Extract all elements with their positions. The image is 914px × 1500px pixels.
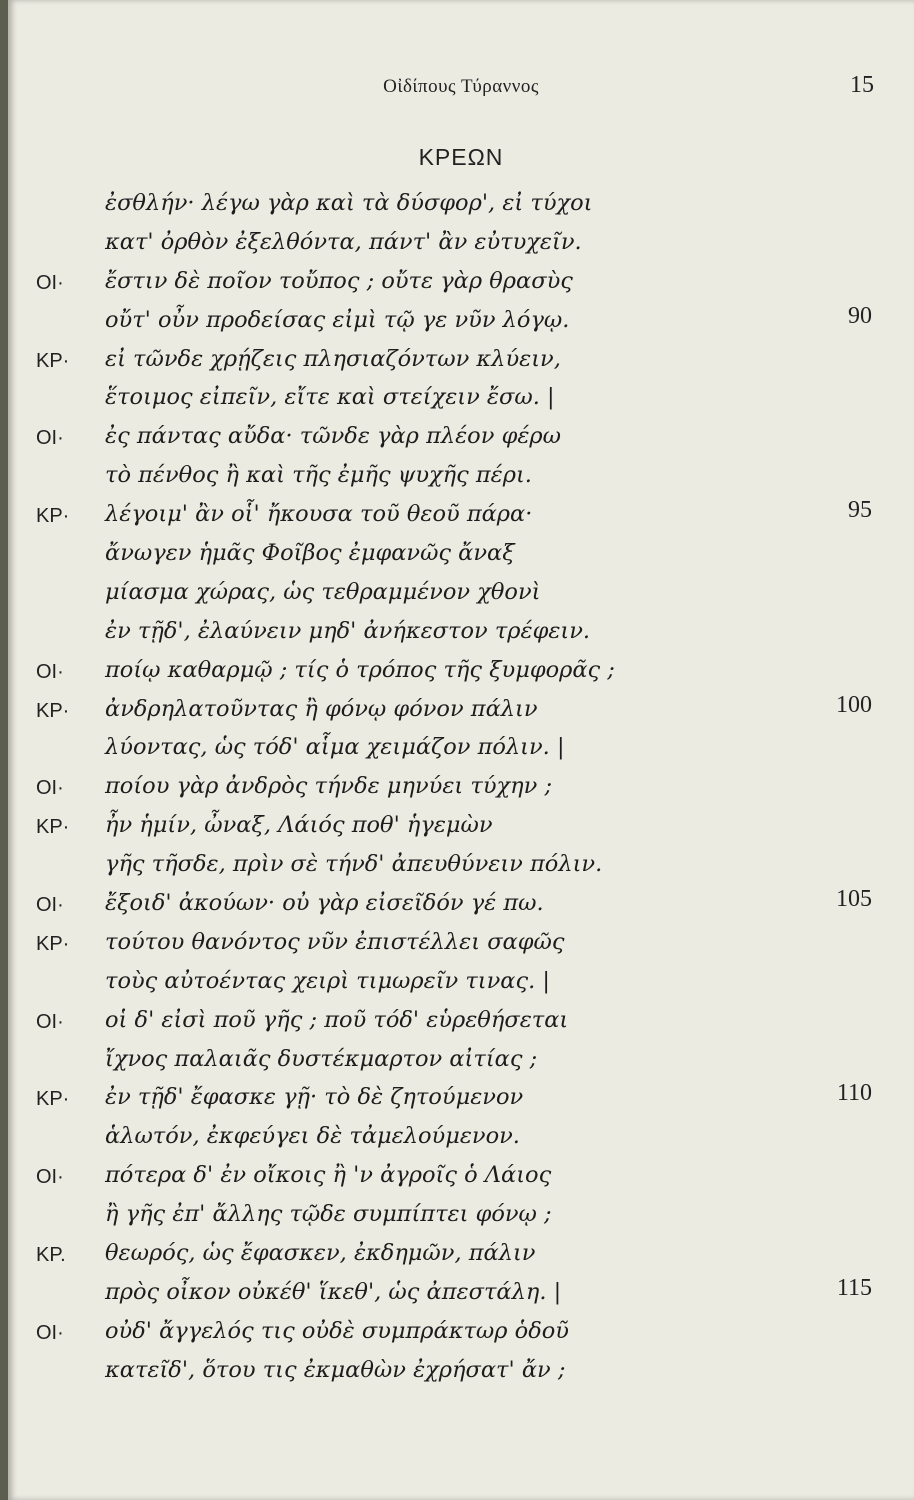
verse-line [8,229,914,268]
verse-line [8,190,914,229]
section-title: ΚΡΕΩΝ [418,144,504,170]
verse-line [8,968,914,1007]
speaker-label: ΟΙ· [36,894,64,917]
speaker-label: ΟΙ· [36,427,64,450]
speaker-label: ΟΙ· [36,660,64,683]
verse-text: κατεῖδ', ὅτου τις ἐκμαθὼν ἐχρήσατ' ἄν ; [105,1356,566,1383]
speaker-label: ΚΡ· [36,699,70,722]
verse-line [8,1046,914,1085]
verse-text: ἦν ἡμίν, ὦναξ, Λάιός ποθ' ἡγεμὼν [105,812,493,839]
verse-text: ἐν τῇδ', ἐλαύνειν μηδ' ἀνήκεστον τρέφειν. [105,617,591,644]
verse-text: τούτου θανόντος νῦν ἐπιστέλλει σαφῶς [105,928,565,955]
verse-line [8,812,914,851]
verse-line [8,1274,914,1318]
speaker-label: ΟΙ· [36,271,64,294]
verse-line [8,384,914,423]
verse-text: ἔξοιδ' ἀκούων· οὐ γὰρ εἰσεῖδόν γέ πω. [105,890,544,917]
running-title: Οἰδίπους Τύραννος [383,76,539,97]
verse-line [8,579,914,618]
verse-line [8,497,914,540]
speaker-label: ΚΡ· [36,1088,70,1111]
verse-text: οὔτ' οὖν προδείσας εἰμὶ τῷ γε νῦν λόγῳ. [105,306,570,333]
line-number: 90 [848,302,872,329]
verse-line [8,268,914,307]
verse-line [8,734,914,773]
verse-text: ἐς πάντας αὔδα· τῶνδε γὰρ πλέον φέρω [105,423,561,450]
verse-line [8,462,914,501]
speaker-label: ΟΙ· [36,1010,64,1033]
verse-line [8,302,914,346]
verse-line [8,540,914,579]
verse-text: οὐδ' ἄγγελός τις οὐδὲ συμπράκτωρ ὁδοῦ [105,1317,569,1344]
verse-text: εἰ τῶνδε χρῄζεις πλησιαζόντων κλύειν, [105,345,561,372]
verse-line [8,346,914,385]
verse-lines [8,190,914,1396]
verse-line [8,1240,914,1279]
verse-text: θεωρός, ὡς ἔφασκεν, ἐκδημῶν, πάλιν [105,1240,536,1267]
verse-text: ποίῳ καθαρμῷ ; τίς ὁ τρόπος τῆς ξυμφορᾶς ; [105,656,615,683]
verse-line [8,773,914,812]
verse-text: γῆς τῆσδε, πρὶν σὲ τήνδ' ἀπευθύνειν πόλιν. [105,851,603,878]
speaker-label: ΚΡ· [36,816,70,839]
verse-line [8,657,914,696]
speaker-label: ΚΡ· [36,505,70,528]
verse-text: ἔστιν δὲ ποῖον τοὔπος ; οὔτε γὰρ θρασὺς [105,267,573,294]
verse-line [8,851,914,890]
verse-text: ἀνδρηλατοῦντας ἢ φόνῳ φόνον πάλιν [105,695,538,722]
speaker-label: ΚΡ· [36,932,70,955]
line-number: 100 [836,691,872,718]
verse-text: λέγοιμ' ἂν οἷ' ἤκουσα τοῦ θεοῦ πάρα· [105,501,533,528]
verse-text: ἴχνος παλαιᾶς δυστέκμαρτον αἰτίας ; [105,1045,538,1072]
speaker-label: ΟΙ· [36,1321,64,1344]
verse-line [8,1318,914,1357]
verse-line [8,423,914,462]
verse-text: ἕτοιμος εἰπεῖν, εἴτε καὶ στείχειν ἔσω. | [105,384,555,411]
verse-line [8,1123,914,1162]
verse-line [8,1201,914,1240]
line-number: 105 [836,886,872,913]
speaker-label: ΚΡ. [36,1244,66,1267]
verse-text: πρὸς οἶκον οὐκέθ' ἵκεθ', ὡς ἀπεστάλη. | [105,1278,562,1305]
page-number: 15 [850,72,874,98]
book-page [8,0,914,1500]
verse-text: οἱ δ' εἰσὶ ποῦ γῆς ; ποῦ τόδ' εὑρεθήσεται [105,1006,569,1033]
verse-text: ἢ γῆς ἐπ' ἄλλης τῷδε συμπίπτει φόνῳ ; [105,1201,552,1228]
verse-line [8,618,914,657]
line-number: 95 [848,497,872,524]
verse-text: μίασμα χώρας, ὡς τεθραμμένον χθονὶ [105,578,541,605]
verse-line [8,1007,914,1046]
verse-text: λύοντας, ὡς τόδ' αἷμα χειμάζον πόλιν. | [105,734,565,761]
verse-line [8,691,914,735]
speaker-label: ΟΙ· [36,777,64,800]
line-number: 115 [836,1274,872,1301]
verse-line [8,929,914,968]
verse-text: τὸ πένθος ἢ καὶ τῆς ἐμῆς ψυχῆς πέρι. [105,462,532,489]
verse-text: πότερα δ' ἐν οἴκοις ἢ 'ν ἀγροῖς ὁ Λάιος [105,1162,552,1189]
speaker-label: ΟΙ· [36,1166,64,1189]
verse-text: ἐσθλήν· λέγω γὰρ καὶ τὰ δύσφορ', εἰ τύχοι [105,190,593,216]
verse-text: ἐν τῇδ' ἔφασκε γῇ· τὸ δὲ ζητούμενον [105,1084,524,1111]
verse-text: ἁλωτόν, ἐκφεύγει δὲ τἀμελούμενον. [105,1123,520,1150]
verse-line [8,886,914,929]
verse-line [8,1357,914,1396]
line-number: 110 [836,1080,872,1107]
verse-text: ἄνωγεν ἡμᾶς Φοῖβος ἐμφανῶς ἄναξ [105,540,515,567]
speaker-label: ΚΡ· [36,349,70,372]
verse-text: κατ' ὀρθὸν ἐξελθόντα, πάντ' ἂν εὐτυχεῖν. [105,228,582,255]
verse-line [8,1080,914,1123]
verse-text: τοὺς αὐτοέντας χειρὶ τιμωρεῖν τινας. | [105,967,550,994]
verse-line [8,1162,914,1201]
verse-text: ποίου γὰρ ἀνδρὸς τήνδε μηνύει τύχην ; [105,773,553,800]
